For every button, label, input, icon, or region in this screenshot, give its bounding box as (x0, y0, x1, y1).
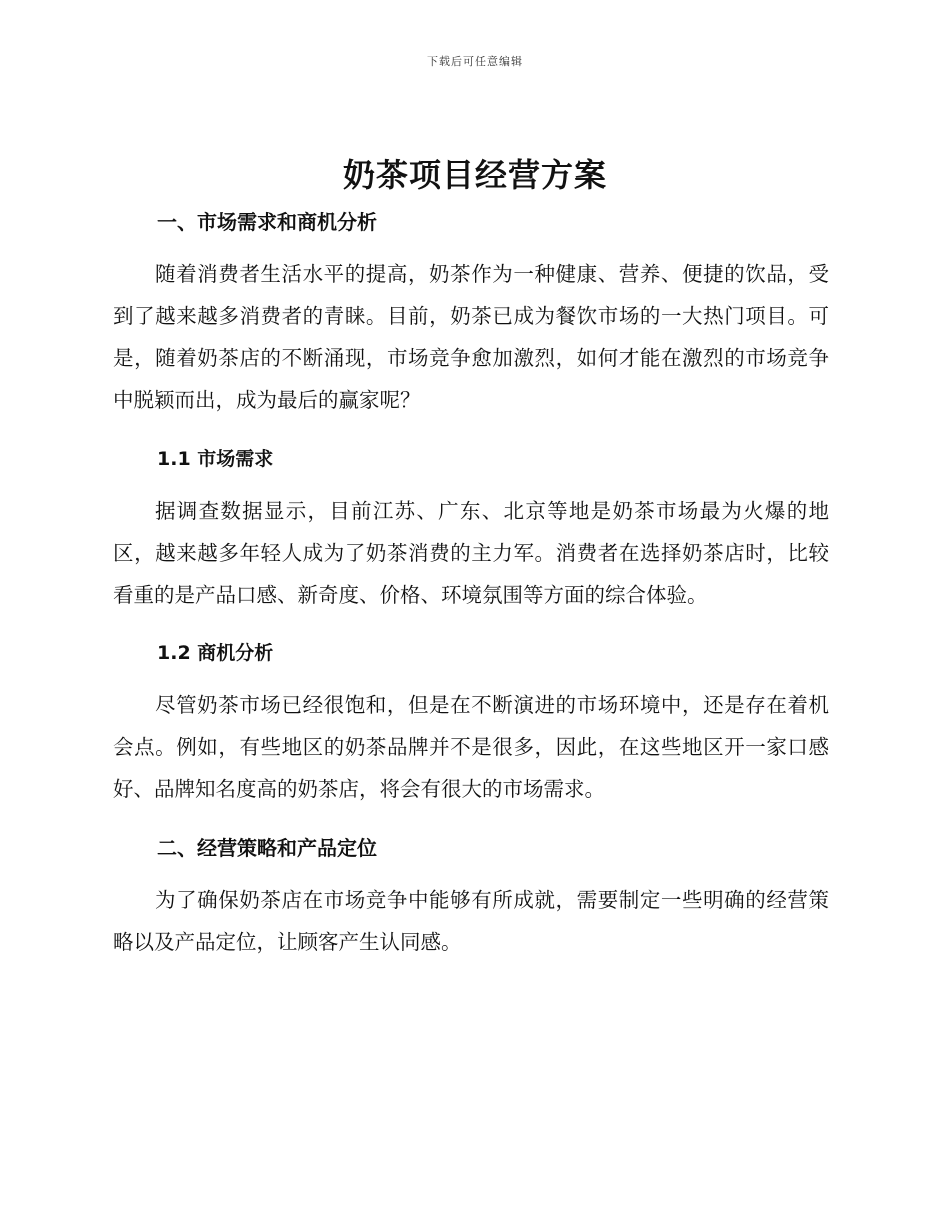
subsection-heading: 1.1 市场需求 (157, 448, 274, 470)
section-heading: 二、经营策略和产品定位 (157, 836, 377, 860)
subsection-paragraph: 尽管奶茶市场已经很饱和，但是在不断演进的市场环境中，还是存在着机会点。例如，有些地区的奶茶品牌并不是很多，因此，在这些地区开一家口感好、品牌知名度高的奶茶店，将会有很大的市场需求。 (113, 693, 829, 801)
subsection-paragraph: 据调查数据显示，目前江苏、广东、北京等地是奶茶市场最为火爆的地区，越来越多年轻人成为了奶茶消费的主力军。消费者在选择奶茶店时，比较看重的是产品口感、新奇度、价格、环境氛围等方面的综合体验。 (113, 499, 829, 607)
page-header: 下载后可任意编辑 (427, 55, 523, 68)
document-title: 奶茶项目经营方案 (342, 156, 607, 194)
subsection-heading: 1.2 商机分析 (157, 642, 274, 664)
section-paragraph: 为了确保奶茶店在市场竞争中能够有所成就，需要制定一些明确的经营策略以及产品定位，让顾客产生认同感。 (113, 888, 829, 954)
section-paragraph: 随着消费者生活水平的提高，奶茶作为一种健康、营养、便捷的饮品，受到了越来越多消费者的青睐。目前，奶茶已成为餐饮市场的一大热门项目。可是，随着奶茶店的不断涌现，市场竞争愈加激烈，如何才能在激烈的市场竞争中脱颖而出，成为最后的赢家呢？ (113, 262, 829, 412)
section-heading: 一、市场需求和商机分析 (157, 210, 377, 234)
